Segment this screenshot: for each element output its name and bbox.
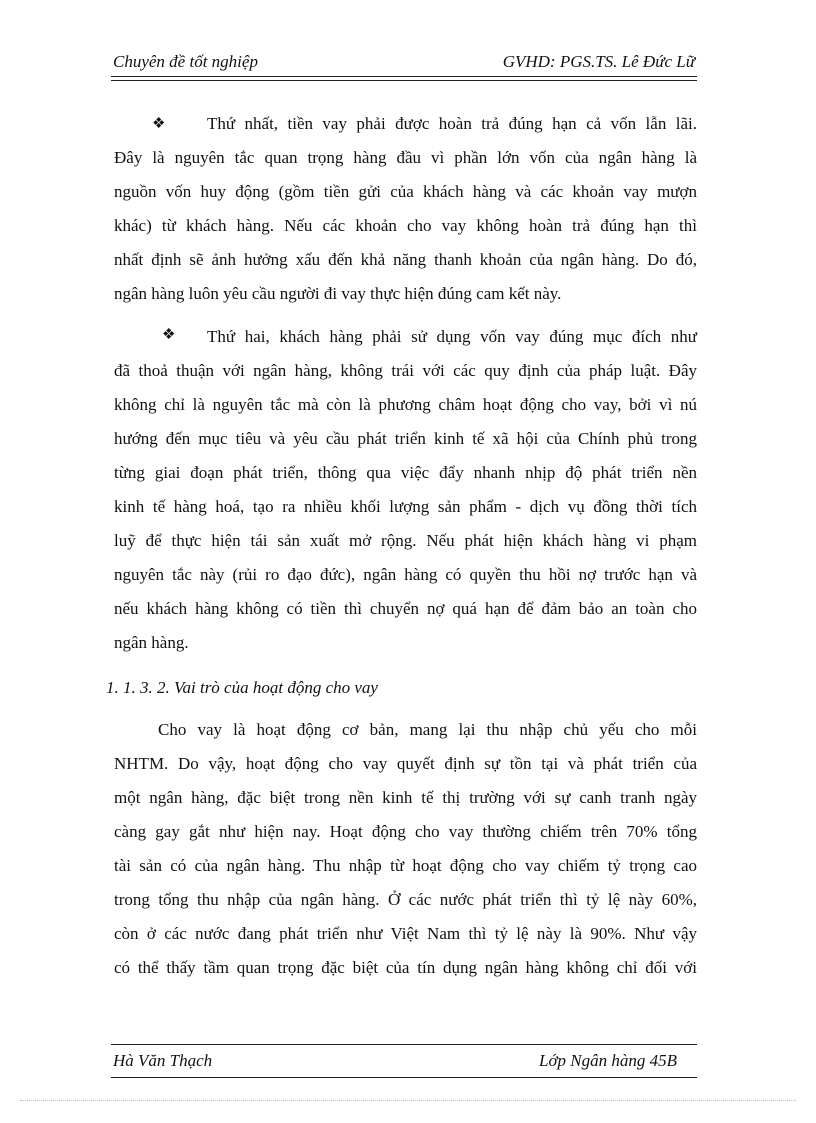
paragraph-line: kinh tế hàng hoá, tạo ra nhiều khối lượng sản phẩm - dịch vụ đồng thời tích: [114, 497, 697, 516]
paragraph-line: một ngân hàng, đặc biệt trong nền kinh tế thị trường với sự canh tranh ngày: [114, 788, 697, 807]
footer-author: Hà Văn Thạch: [113, 1051, 213, 1070]
header-double-rule: [111, 80, 697, 81]
paragraph-line: có thể thấy tầm quan trọng đặc biệt của tín dụng ngân hàng không chỉ đối với: [114, 958, 697, 977]
paragraph-line: càng gay gắt như hiện nay. Hoạt động cho vay thường chiếm trên 70% tổng: [114, 822, 697, 841]
paragraph-line: NHTM. Do vậy, hoạt động cho vay quyết định sự tồn tại và phát triển của: [114, 754, 697, 773]
paragraph-line: ngân hàng luôn yêu cầu người đi vay thực hiện đúng cam kết này.: [114, 284, 562, 303]
paragraph-line: trong tổng thu nhập của ngân hàng. Ở các nước phát triển thì tỷ lệ này 60%,: [114, 890, 697, 909]
header-document-type: Chuyên đề tốt nghiệp: [113, 52, 258, 71]
paragraph-line: nguyên tắc này (rủi ro đạo đức), ngân hàng có quyền thu hồi nợ trước hạn và: [114, 565, 697, 584]
paragraph-line: đã thoả thuận với ngân hàng, không trái với các quy định của pháp luật. Đây: [114, 361, 697, 380]
footer-double-rule: [111, 1077, 697, 1078]
page-header: [111, 50, 697, 77]
paragraph-line: còn ở các nước đang phát triển như Việt Nam thì tỷ lệ này là 90%. Như vậy: [114, 924, 697, 943]
paragraph-line: Cho vay là hoạt động cơ bản, mang lại thu nhập chủ yếu cho mỗi: [158, 720, 697, 739]
paragraph-line: khác) từ khách hàng. Nếu các khoản cho vay không hoàn trả đúng hạn thì: [114, 216, 697, 235]
header-advisor: GVHD: PGS.TS. Lê Đức Lữ: [502, 52, 695, 71]
diamond-bullet-icon: ❖: [162, 327, 176, 343]
diamond-bullet-icon: ❖: [152, 116, 166, 132]
paragraph-line: luỹ để thực hiện tái sản xuất mở rộng. Nếu phát hiện khách hàng vi phạm: [114, 531, 697, 550]
paragraph-line: hướng đến mục tiêu và yêu cầu phát triển kinh tế xã hội của Chính phủ trong: [114, 429, 697, 448]
paragraph-line: Thứ hai, khách hàng phải sử dụng vốn vay đúng mục đích như: [207, 327, 697, 346]
paragraph-line: nhất định sẽ ảnh hưởng xấu đến khả năng thanh khoản của ngân hàng. Do đó,: [114, 250, 697, 269]
paragraph-line: nếu khách hàng không có tiền thì chuyển nợ quá hạn để đảm bảo an toàn cho: [114, 599, 697, 618]
footer-class: Lớp Ngân hàng 45B: [538, 1051, 677, 1070]
paragraph-line: từng giai đoạn phát triển, thông qua việc đẩy nhanh nhịp độ phát triển nền: [114, 463, 697, 482]
paragraph-line: Thứ nhất, tiền vay phải được hoàn trả đúng hạn cả vốn lẫn lãi.: [207, 114, 697, 133]
paragraph-line: Đây là nguyên tắc quan trọng hàng đầu vì phần lớn vốn của ngân hàng là: [114, 148, 697, 167]
section-heading: 1. 1. 3. 2. Vai trò của hoạt động cho vay: [106, 678, 378, 697]
paragraph-line: không chỉ là nguyên tắc mà còn là phương châm hoạt động cho vay, bởi vì nú: [114, 395, 697, 414]
page-edge-divider: [20, 1100, 796, 1101]
paragraph-line: nguồn vốn huy động (gồm tiền gửi của khách hàng và các khoản vay mượn: [114, 182, 697, 201]
paragraph-line: ngân hàng.: [114, 633, 189, 652]
paragraph-line: tài sản có của ngân hàng. Thu nhập từ hoạt động cho vay chiếm tỷ trọng cao: [114, 856, 697, 875]
page-footer: [111, 1044, 697, 1075]
